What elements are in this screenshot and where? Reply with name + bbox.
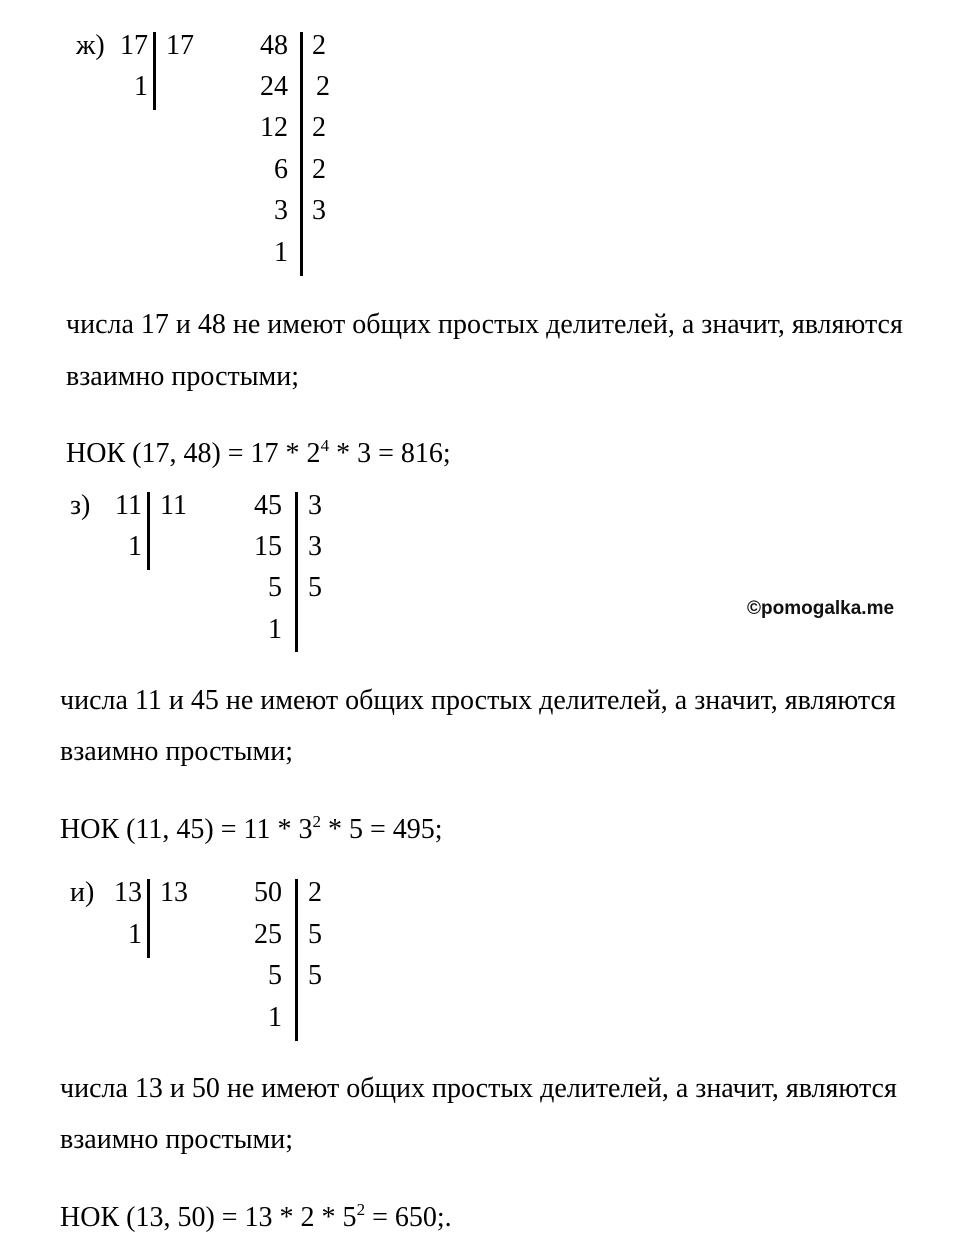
task-label: ж) (76, 30, 105, 61)
task-label: и) (70, 877, 95, 908)
task-label: з) (70, 490, 91, 521)
division-bar (147, 492, 150, 570)
prime-factor: 2 (308, 877, 322, 908)
quotient: 5 (268, 572, 282, 603)
number-a-quotient: 1 (128, 919, 142, 950)
quotient: 6 (274, 154, 288, 185)
division-bar (295, 879, 298, 1041)
number-a: 11 (115, 490, 142, 521)
prime-factor: 5 (308, 960, 322, 991)
conclusion-text: числа 11 и 45 не имеют общих простых делителей, а значит, являются (60, 685, 896, 716)
number-a-factor: 11 (160, 490, 187, 521)
division-bar (147, 879, 150, 958)
number-a: 17 (120, 30, 148, 61)
lcm-line: НОК (17, $48) = 17 * 2^4 * 3 = 816$; (66, 436, 451, 469)
lcm-line: НОК (13, $50) = 13 * 2 * 5^2 = 650$;. (60, 1200, 452, 1233)
prime-factor: 5 (308, 919, 322, 950)
number-a-quotient: 1 (128, 531, 142, 562)
lcm-line: НОК (11, $45) = 11 * 3^2 * 5 = 495$; (60, 812, 443, 845)
division-bar (300, 32, 303, 276)
quotient: 24 (260, 71, 288, 102)
conclusion-text: взаимно простыми; (60, 1124, 294, 1155)
prime-factor: 5 (308, 572, 322, 603)
quotient: 1 (268, 614, 282, 645)
number-b: 50 (254, 877, 282, 908)
division-bar (153, 32, 156, 110)
number-a: 13 (114, 877, 142, 908)
quotient: 3 (274, 195, 288, 226)
prime-factor: 2 (312, 30, 326, 61)
division-bar (295, 492, 298, 652)
quotient: 25 (254, 919, 282, 950)
prime-factor: 2 (312, 112, 326, 143)
quotient: 15 (254, 531, 282, 562)
quotient: 1 (274, 237, 288, 268)
number-b: 45 (254, 490, 282, 521)
conclusion-text: взаимно простыми; (66, 361, 300, 392)
conclusion-text: числа 17 и 48 не имеют общих простых делителей, а значит, являются (66, 309, 903, 340)
quotient: 1 (268, 1002, 282, 1033)
number-b: 48 (260, 30, 288, 61)
conclusion-text: числа 13 и 50 не имеют общих простых делителей, а значит, являются (60, 1073, 897, 1104)
number-a-factor: 13 (160, 877, 188, 908)
prime-factor: 2 (312, 154, 326, 185)
prime-factor: 3 (308, 490, 322, 521)
quotient: 5 (268, 960, 282, 991)
number-a-quotient: 1 (134, 71, 148, 102)
quotient: 12 (260, 112, 288, 143)
watermark: ©pomogalka.me (747, 598, 895, 619)
prime-factor: 2 (316, 71, 330, 102)
prime-factor: 3 (312, 195, 326, 226)
conclusion-text: взаимно простыми; (60, 736, 294, 767)
number-a-factor: 17 (166, 30, 194, 61)
prime-factor: 3 (308, 531, 322, 562)
